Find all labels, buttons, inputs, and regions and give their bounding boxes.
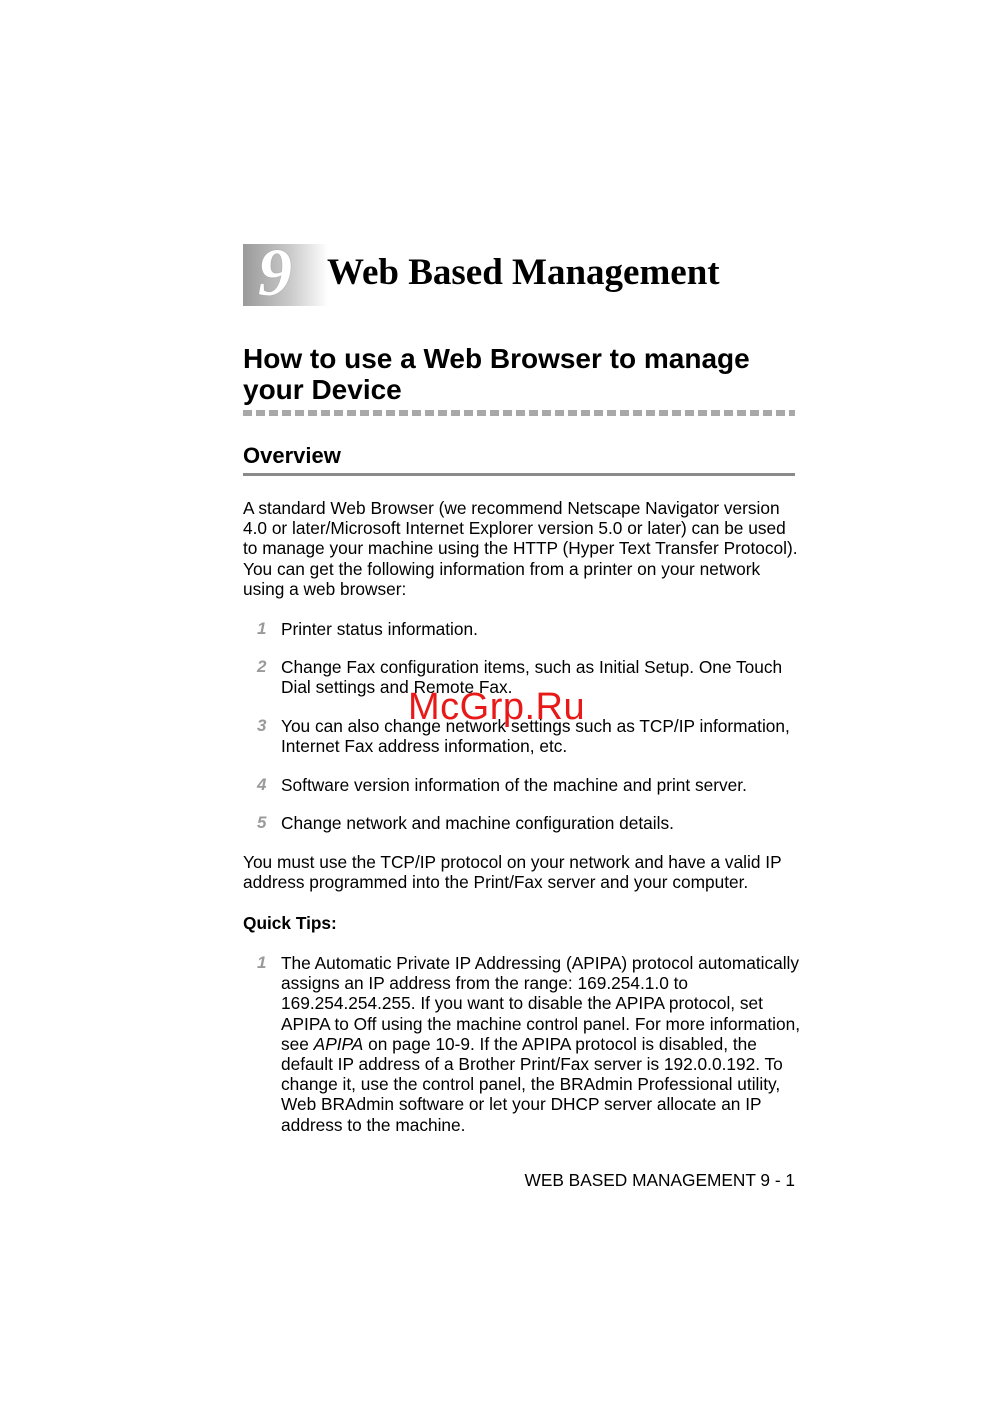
apipa-reference-link[interactable]: APIPA: [313, 1033, 364, 1054]
list-number: 3: [257, 716, 267, 735]
tip-text-before: The Automatic Private IP Addressing (APIPA) protocol automatically assigns an IP address from the range: 169.254.1.0 to 169.254.254.255. If you want to disable the APIPA protocol, set APIPA to Off using the machine control panel. For more information, see: [281, 953, 801, 1054]
tcp-paragraph: You must use the TCP/IP protocol on your network and have a valid IP address programmed into the Print/Fax server and your computer.: [243, 852, 782, 893]
section-title: How to use a Web Browser to manage your Device: [243, 343, 750, 405]
list-text: You can also change network settings such as TCP/IP information, Internet Fax address information, etc.: [281, 716, 790, 757]
solid-divider: [243, 473, 795, 476]
list-text: Change Fax configuration items, such as Initial Setup. One Touch Dial settings and Remote Fax.: [281, 657, 783, 698]
chapter-title: Web Based Management: [327, 252, 720, 293]
intro-paragraph: A standard Web Browser (we recommend Netscape Navigator version 4.0 or later/Microsoft Internet Explorer version 5.0 or later) can be used to manage your machine using the HTTP (Hyper Text Transfer Protocol). You can get the following information from a printer on your network using a web browser:: [243, 498, 798, 599]
list-number: 1: [257, 619, 267, 638]
watermark: McGrp.Ru: [408, 686, 586, 728]
list-text: Change network and machine configuration details.: [281, 813, 674, 833]
chapter-number: 9: [258, 234, 292, 310]
tip-text: [281, 953, 801, 1135]
page-footer: WEB BASED MANAGEMENT 9 - 1: [524, 1170, 795, 1190]
list-number: 5: [257, 813, 267, 832]
list-number: 2: [257, 657, 267, 676]
quick-tips-heading: Quick Tips:: [243, 913, 337, 933]
tip-text-after: on page 10-9. If the APIPA protocol is disabled, the default IP address of a Brother Print/Fax server is 192.0.0.192. To change it, use the control panel, the BRAdmin Professional utility, Web BRAdmin software or let your DHCP server allocate an IP address to the machine.: [281, 1033, 783, 1135]
list-text: Software version information of the machine and print server.: [281, 775, 747, 795]
subsection-title: Overview: [243, 443, 341, 468]
dashed-divider: [243, 410, 795, 416]
list-text: Printer status information.: [281, 619, 478, 639]
list-number: 4: [257, 775, 267, 794]
tip-number: 1: [257, 953, 267, 972]
